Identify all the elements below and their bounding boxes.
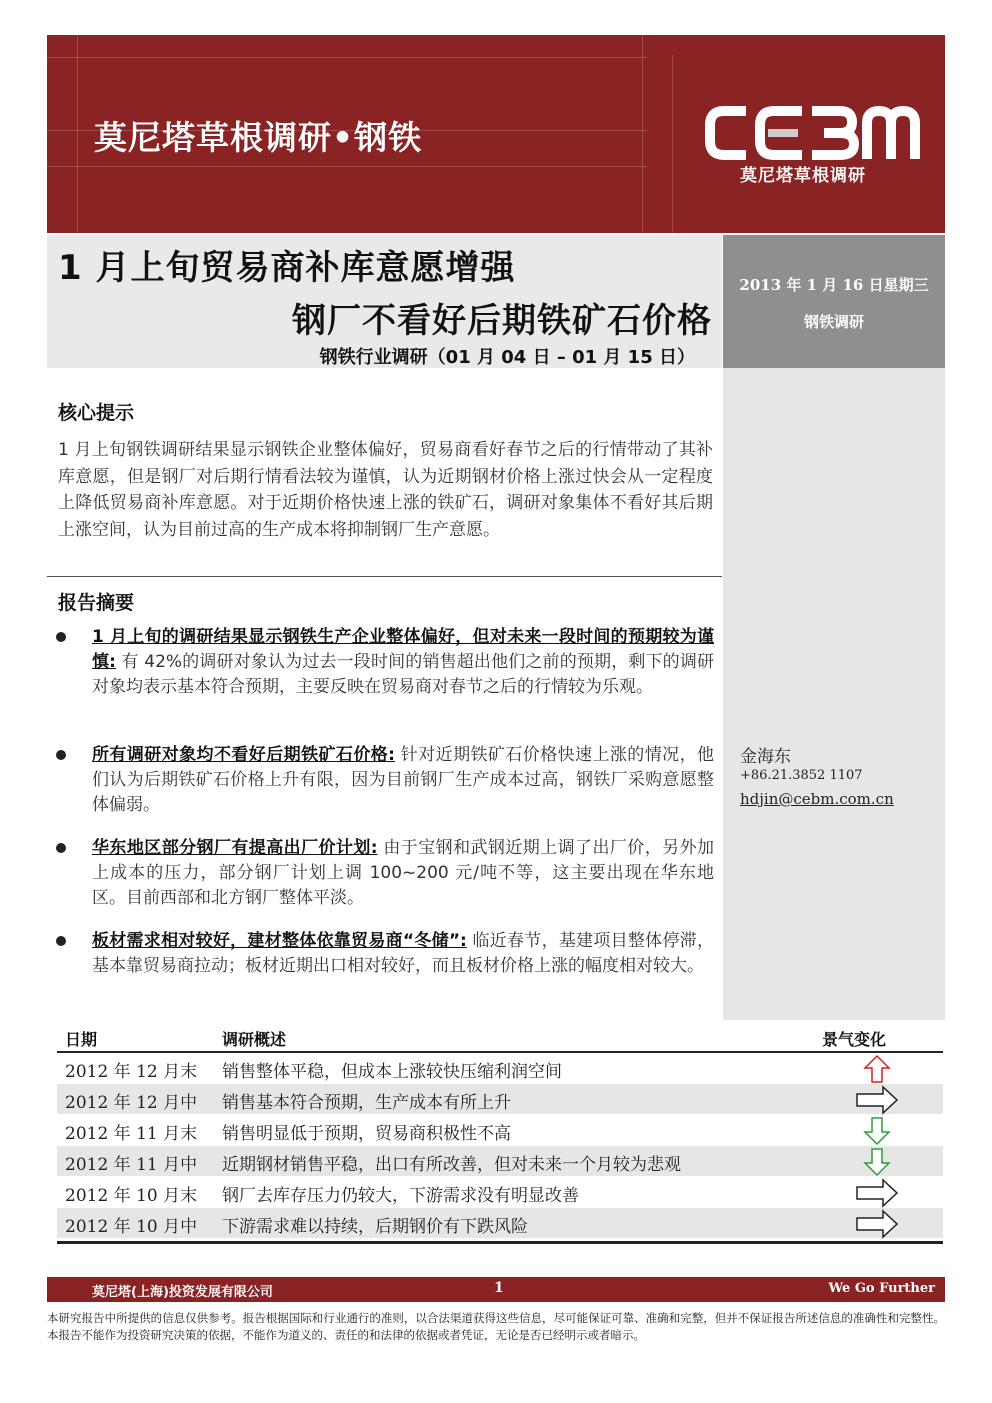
row-date: 2012 年 11 月中 bbox=[65, 1155, 198, 1175]
row-date: 2012 年 11 月末 bbox=[65, 1124, 198, 1144]
table-row bbox=[57, 1115, 943, 1145]
report-title-line1: 1 月上旬贸易商补库意愿增强 bbox=[58, 248, 516, 288]
cebm-logo bbox=[672, 55, 945, 233]
page-number: 1 bbox=[494, 1280, 504, 1296]
report-title-line2: 钢厂不看好后期铁矿石价格 bbox=[292, 301, 712, 341]
row-date: 2012 年 10 月末 bbox=[65, 1186, 198, 1206]
bullet-lead: 华东地区部分钢厂有提高出厂价计划: bbox=[92, 838, 378, 858]
row-date: 2012 年 10 月中 bbox=[65, 1217, 198, 1237]
col-summary-header: 调研概述 bbox=[222, 1030, 287, 1049]
bullet-icon bbox=[56, 632, 66, 642]
analyst-phone: +86.21.3852 1107 bbox=[740, 768, 863, 783]
summary-bullet bbox=[92, 743, 714, 818]
sidebar-header bbox=[723, 235, 945, 368]
summary-bullet bbox=[92, 625, 714, 700]
trend-up-icon bbox=[853, 1054, 901, 1084]
footer-slogan: We Go Further bbox=[828, 1281, 935, 1296]
table-bottom-rule bbox=[57, 1241, 943, 1244]
table-row bbox=[57, 1146, 943, 1176]
bullet-body: 有 42%的调研对象认为过去一段时间的销售超出他们之前的预期，剩下的调研对象均表示基本符合预期，主要反映在贸易商对春节之后的行情较为乐观。 bbox=[92, 652, 714, 697]
core-heading: 核心提示 bbox=[58, 402, 135, 424]
bullet-lead: 板材需求相对较好，建材整体依靠贸易商“冬储”: bbox=[92, 931, 467, 951]
table-row bbox=[57, 1084, 943, 1114]
row-desc: 近期钢材销售平稳，出口有所改善，但对未来一个月较为悲观 bbox=[222, 1155, 681, 1175]
row-desc: 下游需求难以持续，后期钢价有下跌风险 bbox=[222, 1217, 528, 1237]
bullet-body: 临近春节，基建项目整体停滞，基本靠贸易商拉动；板材近期出口相对较好，而且板材价格上涨的幅度相对较大。 bbox=[92, 931, 714, 976]
logo-subtitle: 莫尼塔草根调研 bbox=[740, 166, 866, 186]
cebm-logo-icon bbox=[702, 103, 927, 163]
summary-heading: 报告摘要 bbox=[58, 592, 135, 614]
trend-flat-icon bbox=[853, 1085, 901, 1115]
summary-bullet bbox=[92, 929, 714, 979]
report-date: 2013 年 1 月 16 日星期三 bbox=[739, 276, 929, 294]
trend-flat-icon bbox=[853, 1209, 901, 1239]
brand-title: 莫尼塔草根调研•钢铁 bbox=[94, 118, 423, 157]
table-row bbox=[57, 1208, 943, 1238]
bullet-icon bbox=[56, 843, 66, 853]
table-row bbox=[57, 1053, 943, 1083]
bullet-lead: 所有调研对象均不看好后期铁矿石价格: bbox=[92, 745, 395, 765]
bullet-body: 由于宝钢和武钢近期上调了出厂价，另外加上成本的压力，部分钢厂计划上调 100~200 元/吨不等，这主要出现在华东地区。目前西部和北方钢厂整体平淡。 bbox=[92, 838, 714, 908]
row-desc: 钢厂去库存压力仍较大，下游需求没有明显改善 bbox=[222, 1186, 579, 1206]
row-date: 2012 年 12 月中 bbox=[65, 1093, 198, 1113]
section-divider bbox=[47, 576, 722, 577]
row-desc: 销售基本符合预期，生产成本有所上升 bbox=[222, 1093, 511, 1113]
footer-company: 莫尼塔(上海)投资发展有限公司 bbox=[92, 1285, 273, 1300]
bullet-icon bbox=[56, 750, 66, 760]
table-header bbox=[57, 1023, 943, 1053]
trend-down-icon bbox=[853, 1116, 901, 1146]
trend-flat-icon bbox=[853, 1178, 901, 1208]
sidebar-panel bbox=[723, 368, 945, 1020]
col-date-header: 日期 bbox=[65, 1030, 98, 1049]
bullet-lead: 1 月上旬的调研结果显示钢铁生产企业整体偏好，但对未来一段时间的预期较为谨慎: bbox=[92, 627, 714, 672]
summary-bullet bbox=[92, 836, 714, 911]
analyst-name: 金海东 bbox=[740, 747, 791, 767]
row-desc: 销售明显低于预期，贸易商积极性不高 bbox=[222, 1124, 511, 1144]
row-date: 2012 年 12 月末 bbox=[65, 1062, 198, 1082]
table-row bbox=[57, 1177, 943, 1207]
bullet-icon bbox=[56, 936, 66, 946]
report-subtitle: 钢铁行业调研（01 月 04 日 – 01 月 15 日） bbox=[319, 347, 695, 368]
analyst-email-link[interactable]: hdjin@cebm.com.cn bbox=[740, 790, 894, 808]
disclaimer-text: 本研究报告中所提供的信息仅供参考。报告根据国际和行业通行的准则，以合法渠道获得这些信息，尽可能保证可靠、准确和完整，但并不保证报告所述信息的准确性和完整性。本报告不能作为投资研究决策的依据，不能作为道义的、责任的和法律的依据或者凭证，无论是否已经明示或者暗示。 bbox=[47, 1311, 945, 1342]
trend-down-icon bbox=[853, 1147, 901, 1177]
col-trend-header: 景气变化 bbox=[822, 1030, 887, 1049]
core-text: 1 月上旬钢铁调研结果显示钢铁企业整体偏好，贸易商看好春节之后的行情带动了其补库意愿，但是钢厂对后期行情看法较为谨慎，认为近期钢材价格上涨过快会从一定程度上降低贸易商补库意愿。对于近期价格快速上涨的铁矿石，调研对象集体不看好其后期上涨空间，认为目前过高的生产成本将抑制钢厂生产意愿。 bbox=[58, 440, 713, 540]
bullet-body: 针对近期铁矿石价格快速上涨的情况，他们认为后期铁矿石价格上升有限，因为目前钢厂生产成本过高，钢铁厂采购意愿整体偏弱。 bbox=[92, 745, 714, 815]
row-desc: 销售整体平稳，但成本上涨较快压缩利润空间 bbox=[222, 1062, 562, 1082]
report-category: 钢铁调研 bbox=[803, 313, 864, 331]
